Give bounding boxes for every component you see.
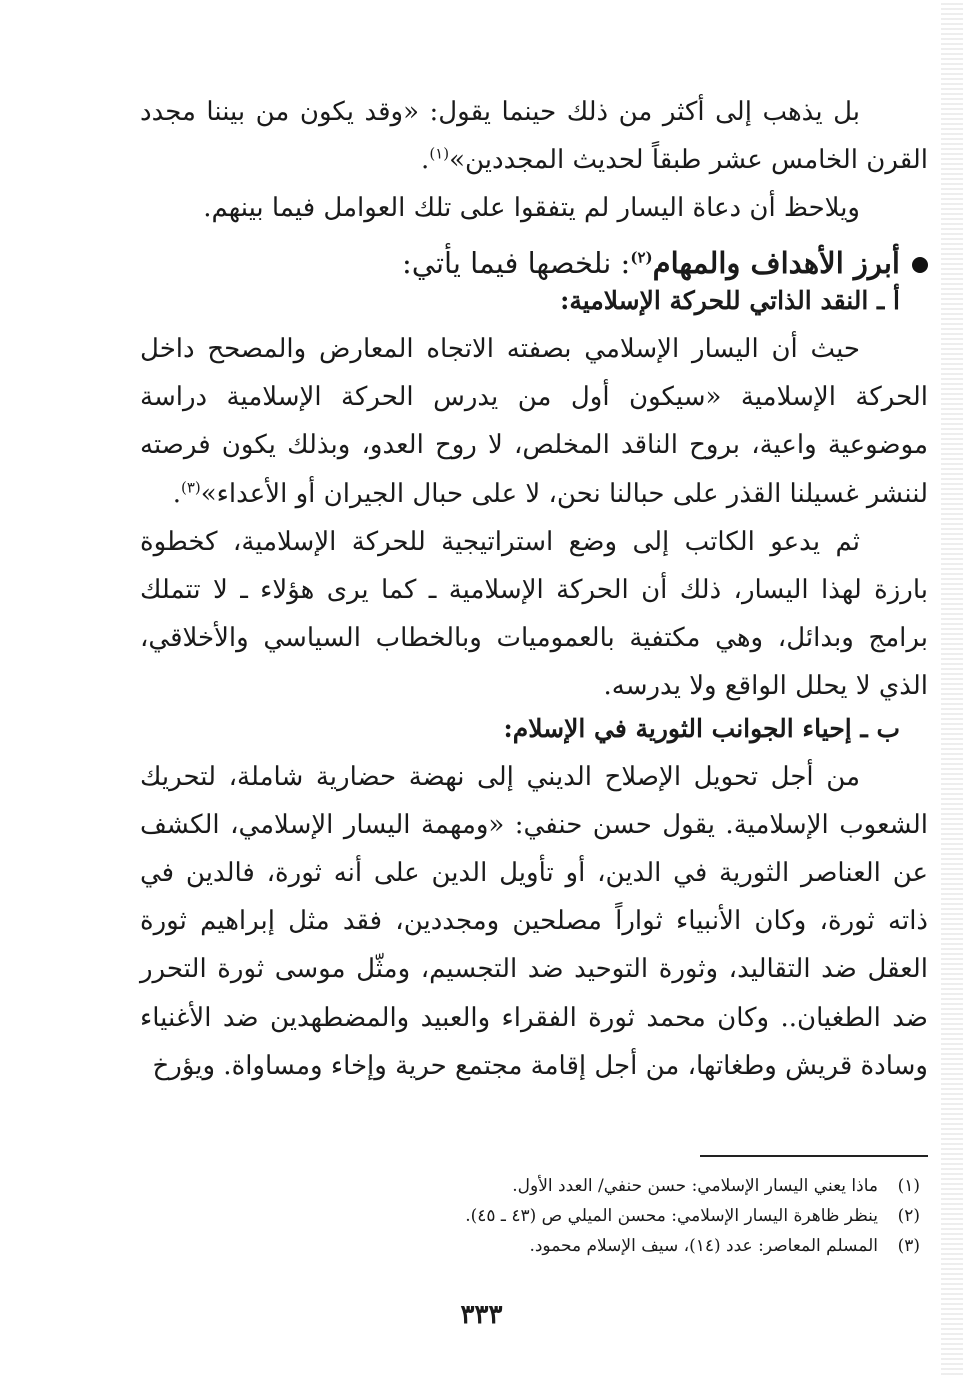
bullet-icon [912,257,928,273]
paragraph-intro: بل يذهب إلى أكثر من ذلك حينما يقول: «وقد يكون من بيننا مجدد القرن الخامس عشر طبقاً لحديث المجددين»$^{(١)}$. [140,97,928,176]
body-text [140,88,928,1090]
page-number: ٣٣٣ [460,1300,503,1330]
subheading-b: ب ـ إحياء الجوانب الثورية في الإسلام: [503,714,900,744]
subheading-a: أ ـ النقد الذاتي للحركة الإسلامية: [560,286,900,316]
paragraph-observation: ويلاحظ أن دعاة اليسار لم يتفقوا على تلك العوامل فيما بينهم. [203,193,860,224]
footnote-3: (٣)المسلم المعاصر: عدد (١٤)، سيف الإسلام محمود. [529,1235,920,1256]
section-heading: أبرز الأهداف والمهام$^{(٢)}$: نلخصها فيما يأتي: [140,246,928,280]
paragraph-a1: حيث أن اليسار الإسلامي بصفته الاتجاه المعارض والمصحح داخل الحركة الإسلامية «سيكون أول من يدرس الحركة الإسلامية دراسة موضوعية واعية، بروح الناقد المخلص، لا روح العدو، وبذلك يكون فرصته لننشر غسيلنا القذر على حبالنا نحن، لا على حبال الجيران أو الأعداء»$^{(٣)}$. [140,334,928,509]
footnotes [140,1172,928,1261]
footnote-ref-1: (١) [429,144,450,163]
footnote-divider [700,1155,928,1157]
footnote-ref-3: (٣) [180,477,201,496]
scanned-page-edge [941,0,963,1375]
footnote-1: (١)ماذا يعني اليسار الإسلامي: حسن حنفي/ العدد الأول. [512,1176,920,1196]
footnote-2: (٢)ينظر ظاهرة اليسار الإسلامي: محسن الميلي ص (٤٣ ـ ٤٥). [465,1205,920,1226]
footnote-ref-2: (٢) [630,248,653,267]
paragraph-a2: ثم يدعو الكاتب إلى وضع استراتيجية للحركة الإسلامية، كخطوة بارزة لهذا اليسار، ذلك أن الحركة الإسلامية ـ كما يرى هؤلاء ـ لا تتملك برامج وبدائل، وهي مكتفية بالعموميات وبالخطاب السياسي والأخلاقي، الذي لا يحلل الواقع ولا يدرسه. [140,526,928,701]
paragraph-b1: من أجل تحويل الإصلاح الديني إلى نهضة حضارية شاملة، لتحريك الشعوب الإسلامية. يقول حسن حنفي: «ومهمة اليسار الإسلامي، الكشف عن العناصر الثورية في الدين، أو تأويل الدين على أنه ثورة، فالدين في ذاته ثورة، وكان الأنبياء ثواراً مصلحين ومجددين، فقد مثل إبراهيم ثورة العقل ضد التقاليد، وثورة التوحيد ضد التجسيم، ومثّل موسى ثورة التحرر ضد الطغيان.. وكان محمد ثورة الفقراء والعبيد والمضطهدين ضد الأغنياء وسادة قريش وطغاتها، من أجل إقامة مجتمع حرية وإخاء ومساواة. ويؤرخ [140,762,928,1081]
